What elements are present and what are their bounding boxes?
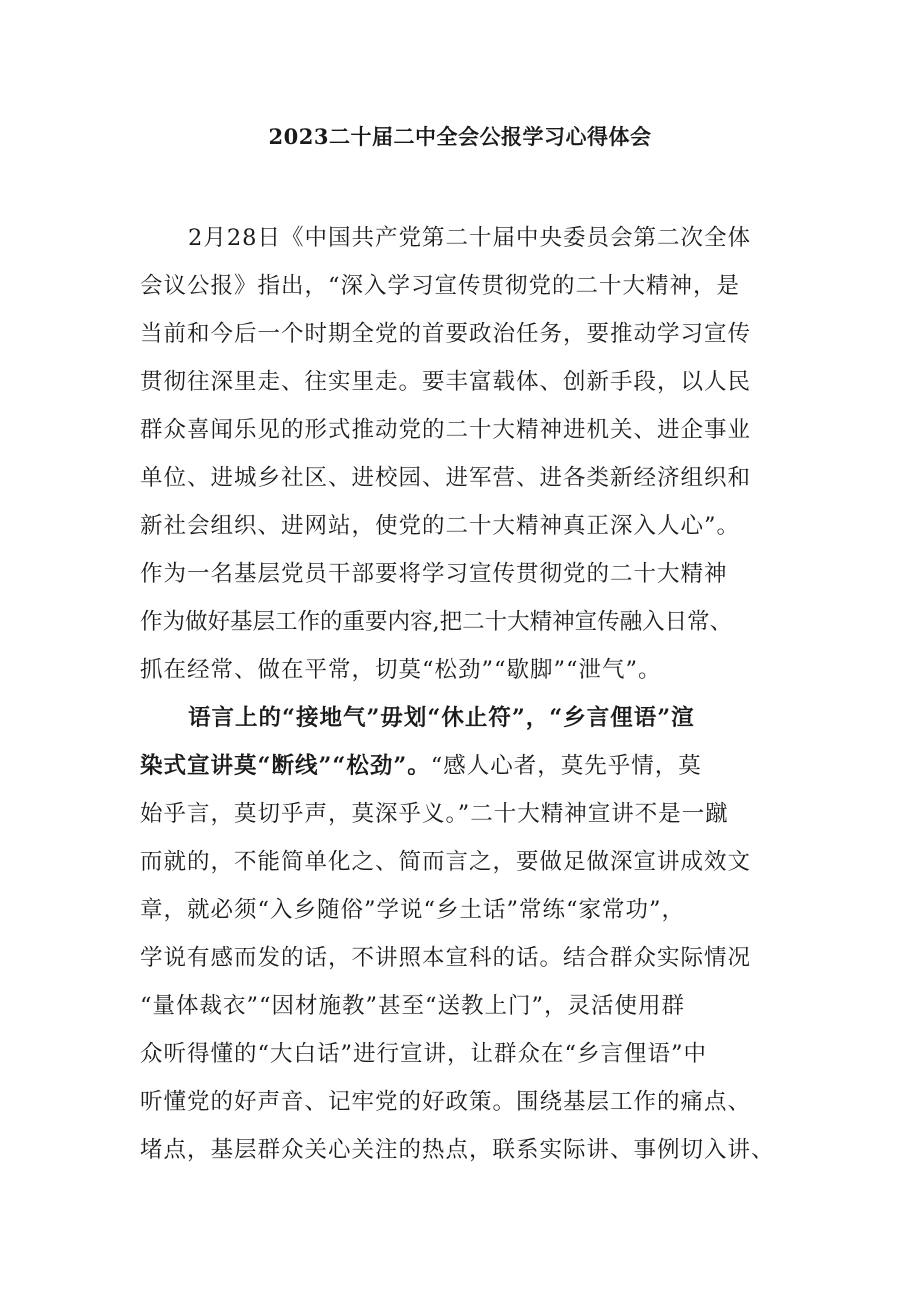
paragraph-1-line: 单位、进城乡社区、进校园、进军营、进各类新经济组织和: [140, 465, 752, 491]
paragraph-2-heading-line: 语言上的“接地气”毋划“休止符”，“乡言俚语”渲: [188, 705, 695, 731]
paragraph-2-heading-end: 染式宣讲莫“断线”“松劲”。: [140, 753, 431, 779]
paragraph-1-line: 作为一名基层党员干部要将学习宣传贯彻党的二十大精神: [140, 561, 728, 587]
paragraph-1-line: 作为做好基层工作的重要内容,把二十大精神宣传融入日常、: [140, 609, 733, 635]
paragraph-2-line: 听懂党的好声音、记牢党的好政策。围绕基层工作的痛点、: [140, 1089, 752, 1115]
paragraph-2-line: 而就的，不能简单化之、简而言之，要做足做深宣讲成效文: [140, 849, 752, 875]
paragraph-1-line: 2月28日《中国共产党第二十届中央委员会第二次全体: [188, 225, 751, 251]
paragraph-1-line: 群众喜闻乐见的形式推动党的二十大精神进机关、进企事业: [140, 417, 752, 443]
paragraph-1-line: 贯彻往深里走、往实里走。要丰富载体、创新手段，以人民: [140, 369, 752, 395]
paragraph-2-quote-start: “感人心者，莫先乎情，莫: [430, 753, 702, 779]
paragraph-2-line: 学说有感而发的话，不讲照本宣科的话。结合群众实际情况: [140, 945, 752, 971]
paragraph-2-line: 众听得懂的“大白话”进行宣讲，让群众在“乡言俚语”中: [140, 1041, 708, 1067]
paragraph-1-line: 抓在经常、做在平常，切莫“松劲”“歇脚”“泄气”。: [140, 657, 662, 683]
paragraph-1-line: 新社会组织、进网站，使党的二十大精神真正深入人心”。: [140, 513, 741, 539]
paragraph-2-line: 始乎言，莫切乎声，莫深乎义。”二十大精神宣讲不是一蹴: [140, 801, 729, 827]
paragraph-2-line: [140, 742, 702, 790]
paragraph-1-line: 会议公报》指出，“深入学习宣传贯彻党的二十大精神，是: [140, 273, 741, 299]
document-title: 2023二十届二中全会公报学习心得体会: [268, 124, 652, 149]
paragraph-1-line: 当前和今后一个时期全党的首要政治任务，要推动学习宣传: [140, 321, 752, 347]
paragraph-2-line: 章，就必须“入乡随俗”学说“乡土话”常练“家常功”，: [140, 897, 686, 923]
paragraph-2-line: 堵点，基层群众关心关注的热点，联系实际讲、事例切入讲、: [140, 1137, 775, 1163]
paragraph-2-line: “量体裁衣”“因材施教”甚至“送教上门”，灵活使用群: [140, 993, 686, 1019]
